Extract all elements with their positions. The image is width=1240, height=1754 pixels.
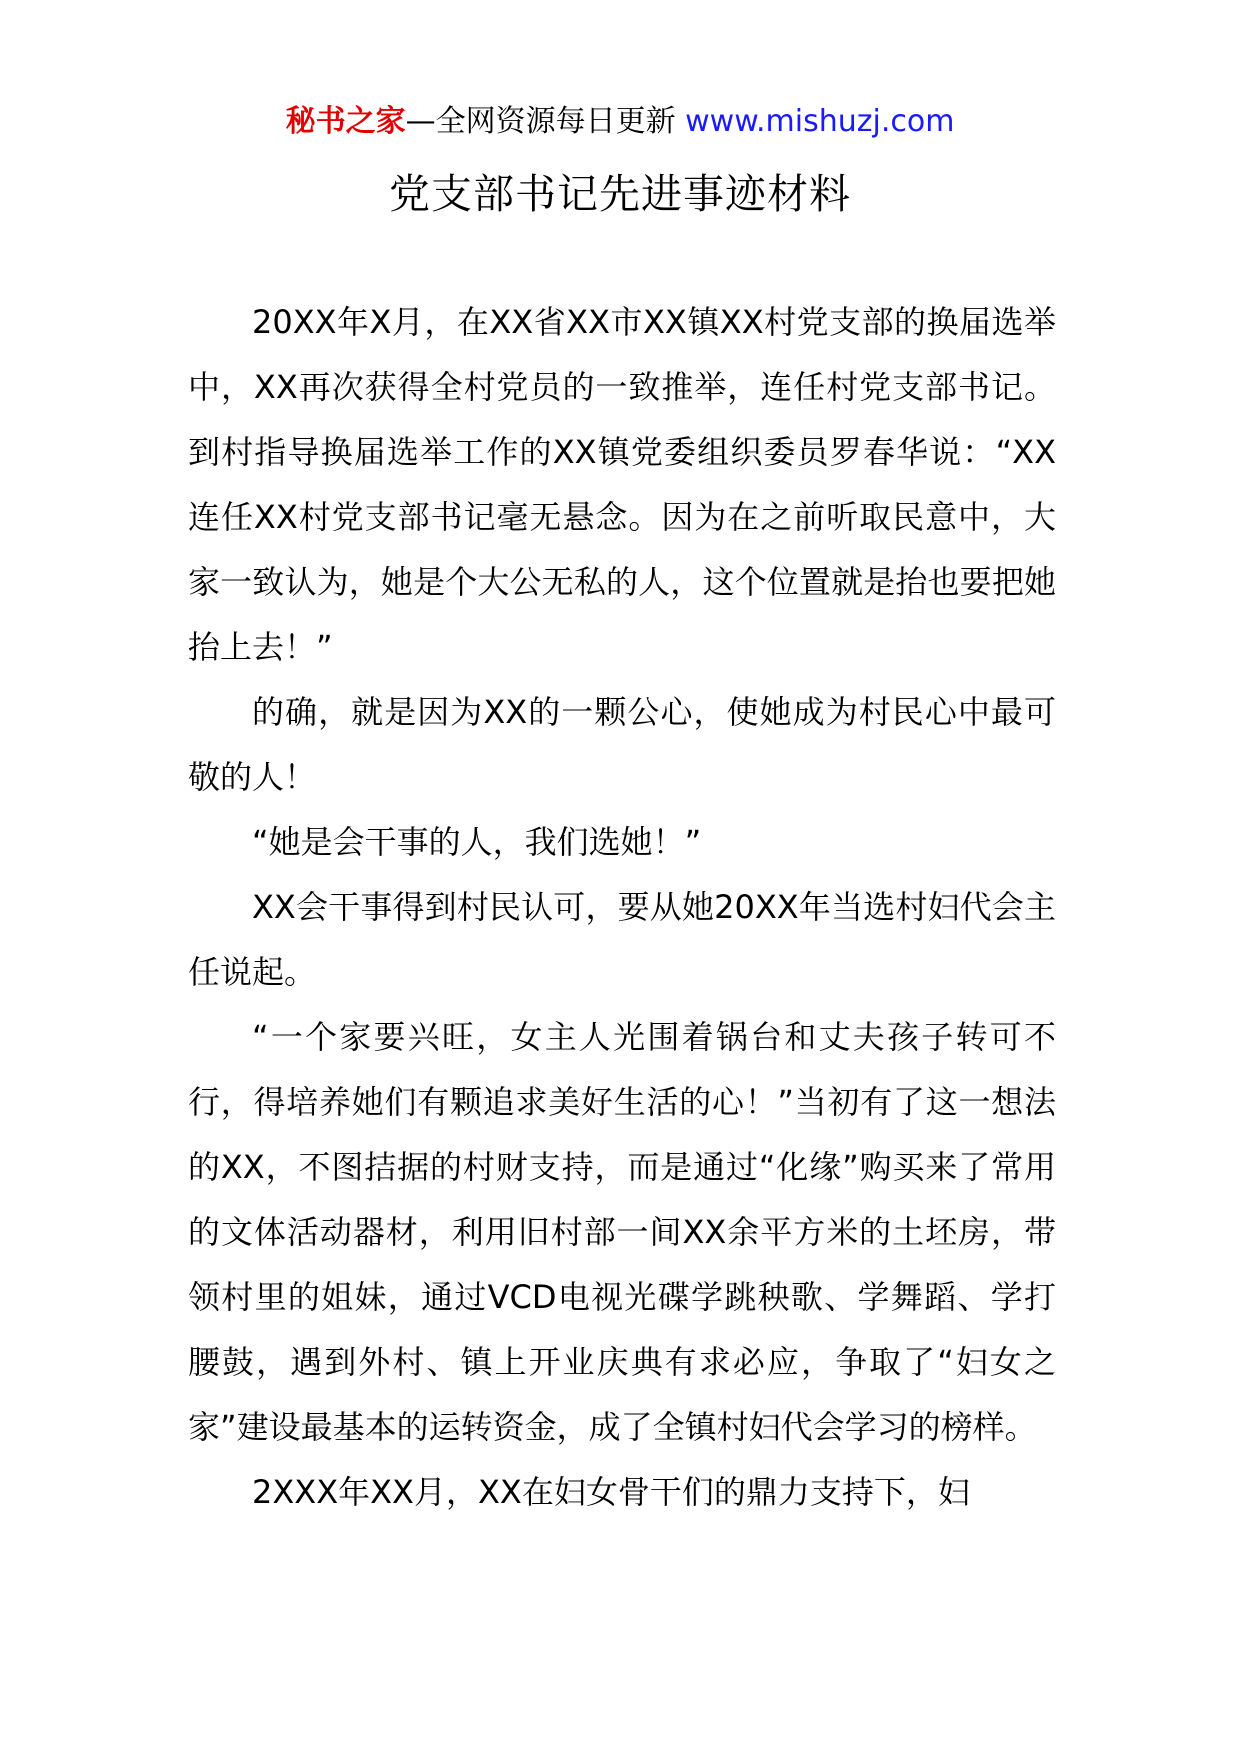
site-brand: 秘书之家 — [285, 104, 406, 139]
paragraph: “一个家要兴旺，女主人光围着锅台和丈夫孩子转可不行，得培养她们有颗追求美好生活的心！”当初有了这一想法的XX，不图拮据的村财支持，而是通过“化缘”购买来了常用的文体活动器材，利用旧村部一间XX余平方米的土坯房，带领村里的姐妹，通过VCD电视光碟学跳秧歌、学舞蹈、学打腰鼓，遇到外村、镇上开业庆典有求必应，争取了“妇女之家”建设最基本的运转资金，成了全镇村妇代会学习的榜样。 — [188, 1018, 1056, 1446]
site-url-link[interactable]: www.mishuzj.com — [685, 104, 955, 139]
paragraph: XX会干事得到村民认可，要从她20XX年当选村妇代会主任说起。 — [188, 888, 1056, 991]
paragraph: “她是会干事的人，我们选她！” — [252, 823, 702, 861]
site-tagline: —全网资源每日更新 — [405, 104, 676, 139]
paragraph: 20XX年X月，在XX省XX市XX镇XX村党支部的换届选举中，XX再次获得全村党员的一致推举，连任村党支部书记。到村指导换届选举工作的XX镇党委组织委员罗春华说：“XX连任XX村党支部书记毫无悬念。因为在之前听取民意中，大家一致认为，她是个大公无私的人，这个位置就是抬也要把她抬上去！” — [188, 303, 1056, 666]
paragraph: 2XXX年XX月，XX在妇女骨干们的鼎力支持下，妇 — [252, 1473, 970, 1511]
site-header — [0, 100, 1240, 144]
paragraph: 的确，就是因为XX的一颗公心，使她成为村民心中最可敬的人！ — [188, 693, 1056, 796]
document-title: 党支部书记先进事迹材料 — [389, 170, 851, 218]
document-body — [188, 290, 1056, 1525]
